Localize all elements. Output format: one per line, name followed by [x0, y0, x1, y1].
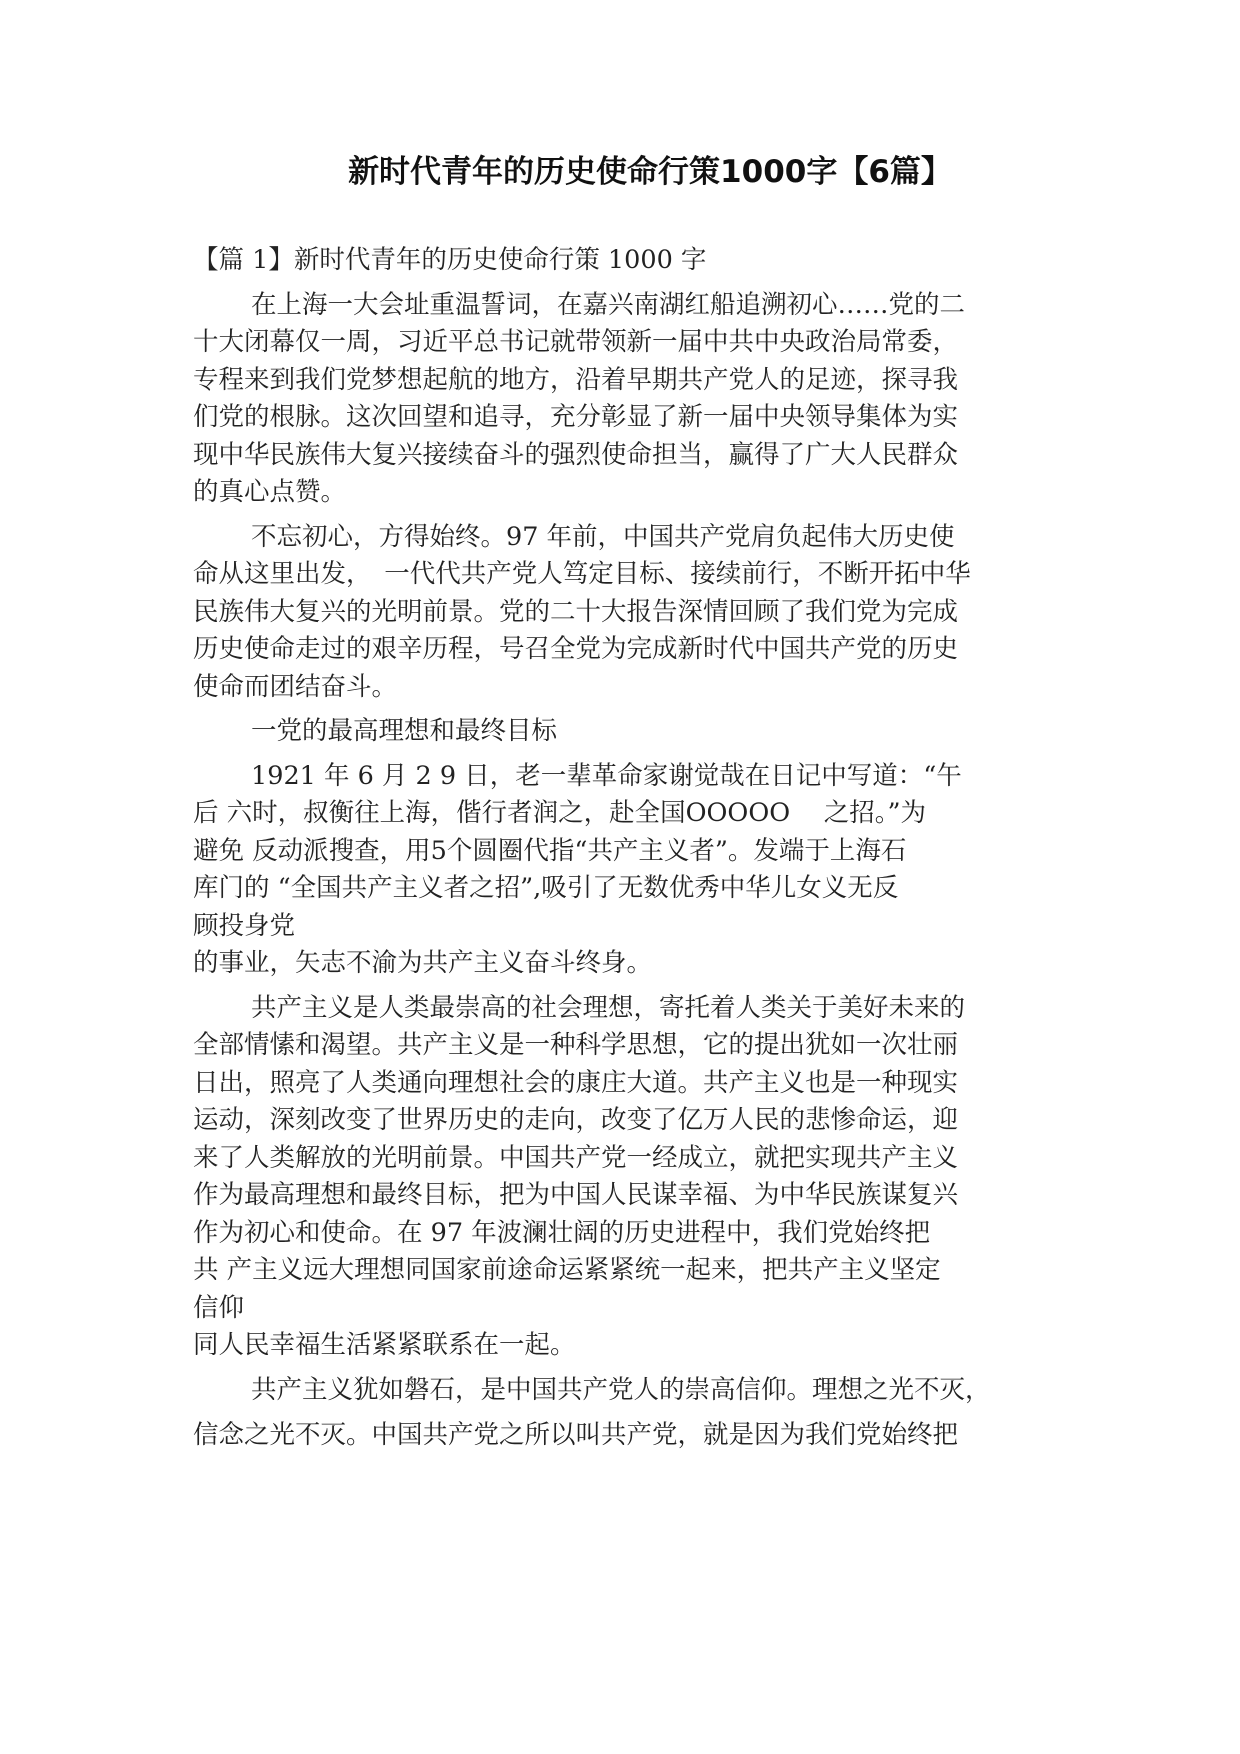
paragraph-line: 共 产主义远大理想同国家前途命运紧紧统一起来，把共产主义坚定: [193, 1255, 941, 1285]
paragraph-line: 作为初心和使命。在 97 年波澜壮阔的历史进程中，我们党始终把: [193, 1217, 931, 1248]
section-heading: 【篇 1】新时代青年的历史使命行策 1000 字: [193, 245, 707, 275]
paragraph-line: 十大闭幕仅一周，习近平总书记就带领新一届中共中央政治局常委，: [193, 327, 959, 357]
paragraph-line: 后 六时，叔衡往上海，偕行者润之，赴全国OOOOO 之招。”为: [193, 798, 927, 828]
paragraph-line: 信仰: [193, 1292, 245, 1323]
paragraph-line: 库门的 “全国共产主义者之招”,吸引了无数优秀中华儿女义无反: [193, 873, 899, 903]
paragraph-line: 的真心点赞。: [193, 477, 347, 507]
paragraph-line: 运动，深刻改变了世界历史的走向，改变了亿万人民的悲惨命运，迎: [193, 1105, 959, 1135]
paragraph-1: [193, 287, 1049, 512]
paragraph-line: 来了人类解放的光明前景。中国共产党一经成立，就把实现共产主义: [193, 1142, 959, 1173]
paragraph-4: [193, 990, 1049, 1365]
paragraph-2: [193, 519, 1049, 707]
paragraph-line: 使命而团结奋斗。: [193, 671, 398, 702]
paragraph-line: 命从这里出发， 一代代共产党人笃定目标、接续前行，不断开拓中华: [193, 559, 971, 589]
subheading-paragraph: [193, 713, 1049, 751]
paragraph-line: 民族伟大复兴的光明前景。党的二十大报告深情回顾了我们党为完成: [193, 596, 959, 627]
paragraph-line: 的事业，矢志不渝为共产主义奋斗终身。: [193, 948, 653, 978]
paragraph-line: 顾投身党: [193, 910, 296, 941]
paragraph-5: [193, 1372, 1049, 1455]
paragraph-line: 不忘初心，方得始终。97 年前，中国共产党肩负起伟大历史使: [251, 521, 955, 552]
paragraph-line: 共产主义犹如磐石，是中国共产党人的崇高信仰。理想之光不灭，: [251, 1374, 991, 1405]
document-title: 新时代青年的历史使命行策1000字【6篇】: [348, 154, 952, 190]
paragraph-line: 信念之光不灭。中国共产党之所以叫共产党，就是因为我们党始终把: [193, 1420, 959, 1450]
paragraph-line: 1921 年 6 月 2 9 日，老一辈革命家谢觉哉在日记中写道：“午: [251, 760, 962, 791]
paragraph-line: 同人民幸福生活紧紧联系在一起。: [193, 1330, 576, 1360]
document-body: [193, 242, 1049, 1462]
paragraph-line: 日出，照亮了人类通向理想社会的康庄大道。共产主义也是一种现实: [193, 1067, 959, 1098]
paragraph-3: [193, 758, 1049, 983]
subheading-line: 一党的最高理想和最终目标: [251, 716, 558, 746]
paragraph-line: 全部情愫和渴望。共产主义是一种科学思想，它的提出犹如一次壮丽: [193, 1030, 959, 1060]
paragraph-line: 历史使命走过的艰辛历程，号召全党为完成新时代中国共产党的历史: [193, 634, 959, 664]
paragraph-line: 作为最高理想和最终目标，把为中国人民谋幸福、为中华民族谋复兴: [193, 1180, 959, 1210]
paragraph-line: 专程来到我们党梦想起航的地方，沿着早期共产党人的足迹，探寻我: [193, 364, 959, 395]
paragraph-line: 共产主义是人类最崇高的社会理想，寄托着人类关于美好未来的: [251, 992, 966, 1023]
paragraph-line: 们党的根脉。这次回望和追寻，充分彰显了新一届中央领导集体为实: [193, 402, 959, 432]
paragraph-line: 现中华民族伟大复兴接续奋斗的强烈使命担当，赢得了广大人民群众: [193, 439, 959, 470]
paragraph-line: 在上海一大会址重温誓词，在嘉兴南湖红船追溯初心……党的二: [251, 289, 966, 320]
paragraph-line: 避免 反动派搜查，用5个圆圈代指“共产主义者”。发端于上海石: [193, 835, 907, 866]
